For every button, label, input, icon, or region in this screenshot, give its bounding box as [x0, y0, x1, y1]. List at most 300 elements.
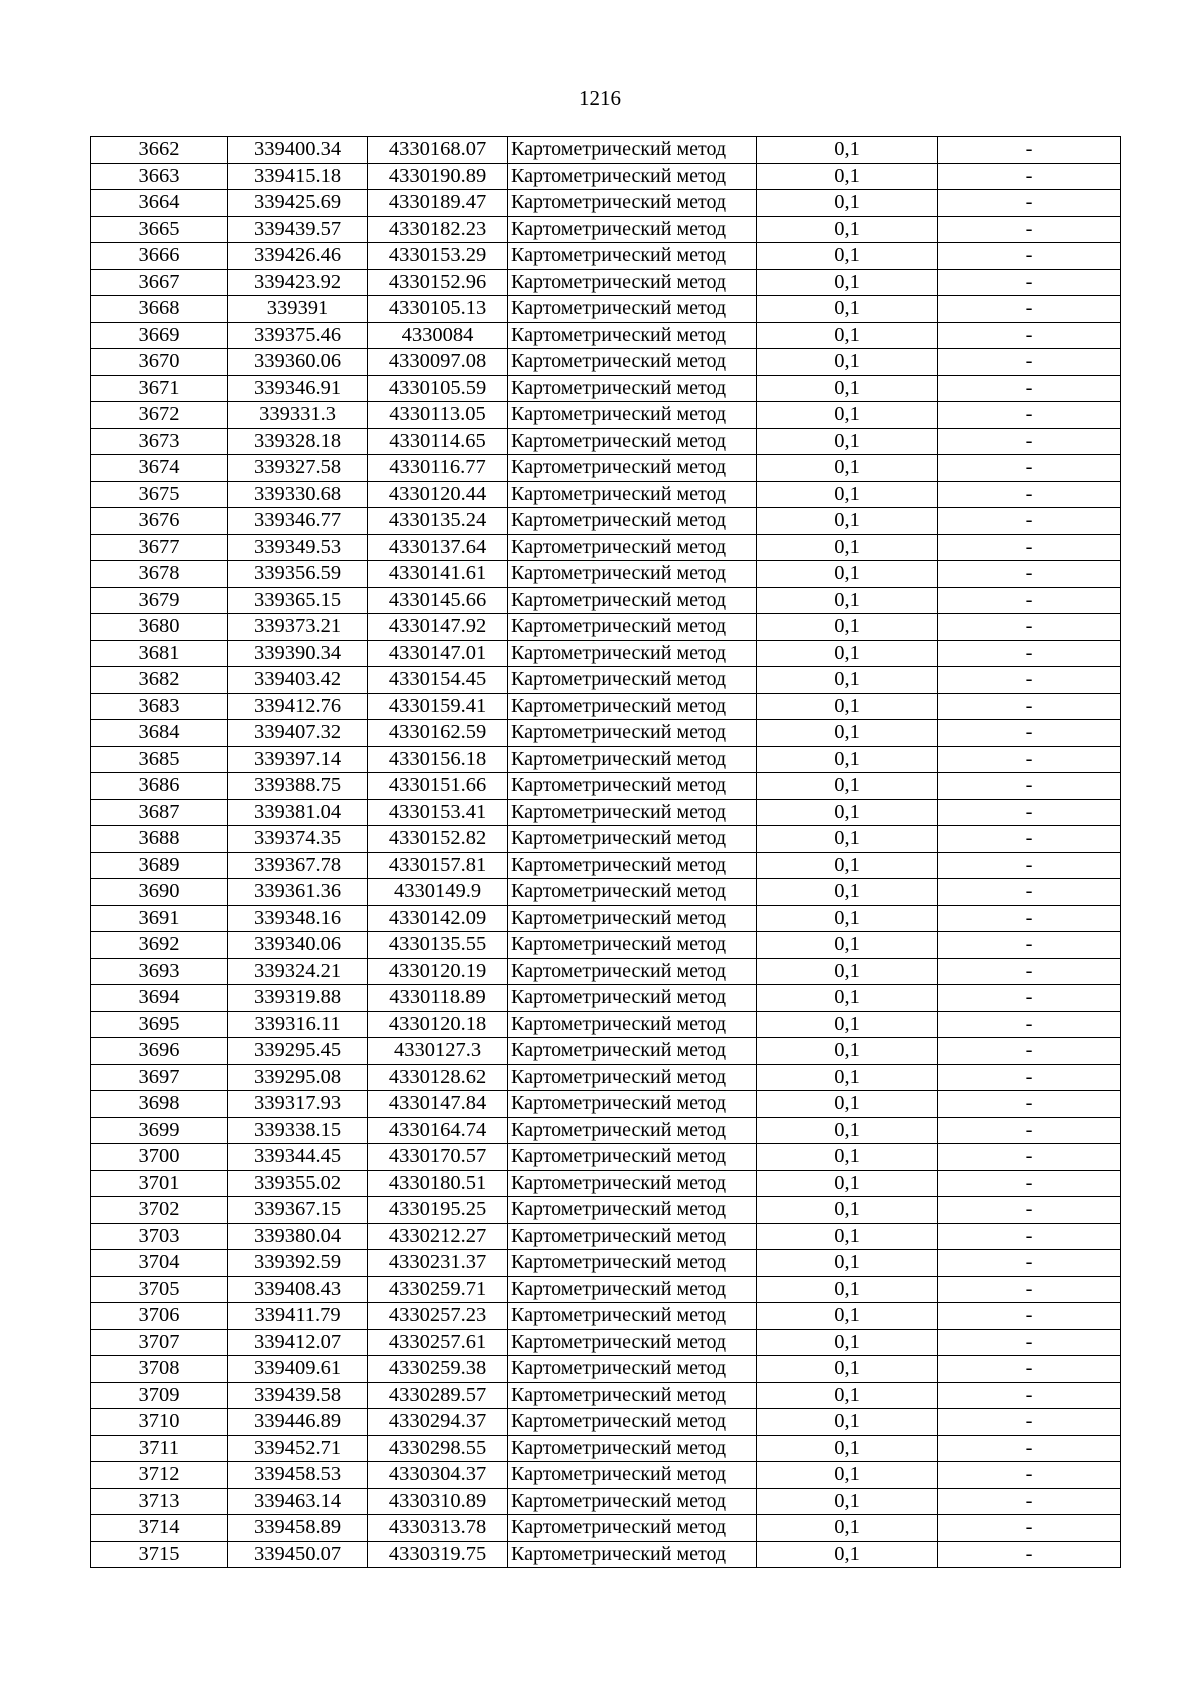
method-cell: Картометрический метод	[508, 693, 757, 720]
method-cell: Картометрический метод	[508, 1276, 757, 1303]
x-coordinate-cell: 339328.18	[228, 428, 368, 455]
x-coordinate-cell: 339319.88	[228, 985, 368, 1012]
y-coordinate-cell: 4330084	[368, 322, 508, 349]
method-cell: Картометрический метод	[508, 746, 757, 773]
method-cell: Картометрический метод	[508, 428, 757, 455]
method-cell: Картометрический метод	[508, 1515, 757, 1542]
y-coordinate-cell: 4330159.41	[368, 693, 508, 720]
extra-cell: -	[938, 1356, 1121, 1383]
point-number-cell: 3689	[91, 852, 228, 879]
extra-cell: -	[938, 1382, 1121, 1409]
table-row	[91, 614, 1121, 641]
accuracy-cell: 0,1	[757, 1462, 938, 1489]
table-row	[91, 905, 1121, 932]
accuracy-cell: 0,1	[757, 905, 938, 932]
x-coordinate-cell: 339425.69	[228, 190, 368, 217]
method-cell: Картометрический метод	[508, 826, 757, 853]
y-coordinate-cell: 4330120.18	[368, 1011, 508, 1038]
extra-cell: -	[938, 1011, 1121, 1038]
table-row	[91, 932, 1121, 959]
point-number-cell: 3713	[91, 1488, 228, 1515]
accuracy-cell: 0,1	[757, 402, 938, 429]
y-coordinate-cell: 4330154.45	[368, 667, 508, 694]
accuracy-cell: 0,1	[757, 746, 938, 773]
method-cell: Картометрический метод	[508, 561, 757, 588]
x-coordinate-cell: 339316.11	[228, 1011, 368, 1038]
accuracy-cell: 0,1	[757, 1170, 938, 1197]
point-number-cell: 3667	[91, 269, 228, 296]
extra-cell: -	[938, 455, 1121, 482]
table-row	[91, 375, 1121, 402]
accuracy-cell: 0,1	[757, 799, 938, 826]
y-coordinate-cell: 4330135.24	[368, 508, 508, 535]
table-row	[91, 534, 1121, 561]
x-coordinate-cell: 339330.68	[228, 481, 368, 508]
x-coordinate-cell: 339344.45	[228, 1144, 368, 1171]
x-coordinate-cell: 339373.21	[228, 614, 368, 641]
table-row	[91, 1064, 1121, 1091]
x-coordinate-cell: 339365.15	[228, 587, 368, 614]
table-row	[91, 481, 1121, 508]
y-coordinate-cell: 4330151.66	[368, 773, 508, 800]
method-cell: Картометрический метод	[508, 640, 757, 667]
method-cell: Картометрический метод	[508, 1038, 757, 1065]
accuracy-cell: 0,1	[757, 1276, 938, 1303]
y-coordinate-cell: 4330180.51	[368, 1170, 508, 1197]
point-number-cell: 3671	[91, 375, 228, 402]
table-row	[91, 1223, 1121, 1250]
table-row	[91, 1462, 1121, 1489]
point-number-cell: 3662	[91, 137, 228, 164]
method-cell: Картометрический метод	[508, 1329, 757, 1356]
y-coordinate-cell: 4330294.37	[368, 1409, 508, 1436]
accuracy-cell: 0,1	[757, 349, 938, 376]
point-number-cell: 3705	[91, 1276, 228, 1303]
method-cell: Картометрический метод	[508, 932, 757, 959]
x-coordinate-cell: 339340.06	[228, 932, 368, 959]
x-coordinate-cell: 339400.34	[228, 137, 368, 164]
y-coordinate-cell: 4330259.71	[368, 1276, 508, 1303]
page-number: 1216	[579, 86, 621, 110]
accuracy-cell: 0,1	[757, 534, 938, 561]
accuracy-cell: 0,1	[757, 296, 938, 323]
point-number-cell: 3681	[91, 640, 228, 667]
x-coordinate-cell: 339324.21	[228, 958, 368, 985]
y-coordinate-cell: 4330170.57	[368, 1144, 508, 1171]
table-row	[91, 1144, 1121, 1171]
point-number-cell: 3670	[91, 349, 228, 376]
y-coordinate-cell: 4330153.41	[368, 799, 508, 826]
x-coordinate-cell: 339408.43	[228, 1276, 368, 1303]
x-coordinate-cell: 339392.59	[228, 1250, 368, 1277]
accuracy-cell: 0,1	[757, 1382, 938, 1409]
point-number-cell: 3704	[91, 1250, 228, 1277]
extra-cell: -	[938, 1435, 1121, 1462]
y-coordinate-cell: 4330298.55	[368, 1435, 508, 1462]
x-coordinate-cell: 339450.07	[228, 1541, 368, 1568]
x-coordinate-cell: 339426.46	[228, 243, 368, 270]
method-cell: Картометрический метод	[508, 1356, 757, 1383]
method-cell: Картометрический метод	[508, 1250, 757, 1277]
extra-cell: -	[938, 879, 1121, 906]
table-row	[91, 1091, 1121, 1118]
accuracy-cell: 0,1	[757, 1435, 938, 1462]
method-cell: Картометрический метод	[508, 508, 757, 535]
extra-cell: -	[938, 1462, 1121, 1489]
accuracy-cell: 0,1	[757, 322, 938, 349]
extra-cell: -	[938, 269, 1121, 296]
x-coordinate-cell: 339407.32	[228, 720, 368, 747]
accuracy-cell: 0,1	[757, 1011, 938, 1038]
table-row	[91, 1541, 1121, 1568]
extra-cell: -	[938, 1541, 1121, 1568]
extra-cell: -	[938, 746, 1121, 773]
table-row	[91, 190, 1121, 217]
extra-cell: -	[938, 1117, 1121, 1144]
y-coordinate-cell: 4330149.9	[368, 879, 508, 906]
x-coordinate-cell: 339338.15	[228, 1117, 368, 1144]
table-row	[91, 720, 1121, 747]
extra-cell: -	[938, 1197, 1121, 1224]
method-cell: Картометрический метод	[508, 1462, 757, 1489]
accuracy-cell: 0,1	[757, 958, 938, 985]
accuracy-cell: 0,1	[757, 985, 938, 1012]
extra-cell: -	[938, 905, 1121, 932]
method-cell: Картометрический метод	[508, 137, 757, 164]
extra-cell: -	[938, 375, 1121, 402]
x-coordinate-cell: 339463.14	[228, 1488, 368, 1515]
extra-cell: -	[938, 163, 1121, 190]
y-coordinate-cell: 4330142.09	[368, 905, 508, 932]
x-coordinate-cell: 339355.02	[228, 1170, 368, 1197]
x-coordinate-cell: 339348.16	[228, 905, 368, 932]
x-coordinate-cell: 339349.53	[228, 534, 368, 561]
table-row	[91, 587, 1121, 614]
method-cell: Картометрический метод	[508, 243, 757, 270]
extra-cell: -	[938, 1064, 1121, 1091]
method-cell: Картометрический метод	[508, 455, 757, 482]
extra-cell: -	[938, 322, 1121, 349]
y-coordinate-cell: 4330114.65	[368, 428, 508, 455]
point-number-cell: 3707	[91, 1329, 228, 1356]
table-row	[91, 163, 1121, 190]
extra-cell: -	[938, 190, 1121, 217]
y-coordinate-cell: 4330147.92	[368, 614, 508, 641]
accuracy-cell: 0,1	[757, 1091, 938, 1118]
accuracy-cell: 0,1	[757, 1515, 938, 1542]
extra-cell: -	[938, 137, 1121, 164]
method-cell: Картометрический метод	[508, 614, 757, 641]
extra-cell: -	[938, 1303, 1121, 1330]
y-coordinate-cell: 4330118.89	[368, 985, 508, 1012]
point-number-cell: 3669	[91, 322, 228, 349]
point-number-cell: 3694	[91, 985, 228, 1012]
table-row	[91, 243, 1121, 270]
point-number-cell: 3673	[91, 428, 228, 455]
x-coordinate-cell: 339360.06	[228, 349, 368, 376]
y-coordinate-cell: 4330189.47	[368, 190, 508, 217]
x-coordinate-cell: 339367.15	[228, 1197, 368, 1224]
y-coordinate-cell: 4330289.57	[368, 1382, 508, 1409]
table-row	[91, 1117, 1121, 1144]
method-cell: Картометрический метод	[508, 773, 757, 800]
table-row	[91, 1515, 1121, 1542]
extra-cell: -	[938, 1488, 1121, 1515]
table-row	[91, 1329, 1121, 1356]
x-coordinate-cell: 339390.34	[228, 640, 368, 667]
accuracy-cell: 0,1	[757, 163, 938, 190]
extra-cell: -	[938, 1329, 1121, 1356]
table-row	[91, 693, 1121, 720]
accuracy-cell: 0,1	[757, 826, 938, 853]
x-coordinate-cell: 339439.57	[228, 216, 368, 243]
extra-cell: -	[938, 349, 1121, 376]
extra-cell: -	[938, 640, 1121, 667]
x-coordinate-cell: 339381.04	[228, 799, 368, 826]
method-cell: Картометрический метод	[508, 190, 757, 217]
extra-cell: -	[938, 1250, 1121, 1277]
accuracy-cell: 0,1	[757, 1329, 938, 1356]
table-row	[91, 958, 1121, 985]
point-number-cell: 3676	[91, 508, 228, 535]
y-coordinate-cell: 4330152.96	[368, 269, 508, 296]
accuracy-cell: 0,1	[757, 1541, 938, 1568]
table-row	[91, 216, 1121, 243]
accuracy-cell: 0,1	[757, 481, 938, 508]
y-coordinate-cell: 4330157.81	[368, 852, 508, 879]
method-cell: Картометрический метод	[508, 587, 757, 614]
accuracy-cell: 0,1	[757, 640, 938, 667]
x-coordinate-cell: 339327.58	[228, 455, 368, 482]
table-row	[91, 137, 1121, 164]
point-number-cell: 3674	[91, 455, 228, 482]
x-coordinate-cell: 339331.3	[228, 402, 368, 429]
point-number-cell: 3692	[91, 932, 228, 959]
x-coordinate-cell: 339356.59	[228, 561, 368, 588]
extra-cell: -	[938, 561, 1121, 588]
y-coordinate-cell: 4330145.66	[368, 587, 508, 614]
extra-cell: -	[938, 773, 1121, 800]
extra-cell: -	[938, 1276, 1121, 1303]
y-coordinate-cell: 4330195.25	[368, 1197, 508, 1224]
accuracy-cell: 0,1	[757, 190, 938, 217]
x-coordinate-cell: 339374.35	[228, 826, 368, 853]
table-row	[91, 428, 1121, 455]
extra-cell: -	[938, 534, 1121, 561]
method-cell: Картометрический метод	[508, 1144, 757, 1171]
y-coordinate-cell: 4330127.3	[368, 1038, 508, 1065]
point-number-cell: 3701	[91, 1170, 228, 1197]
table-row	[91, 746, 1121, 773]
accuracy-cell: 0,1	[757, 1223, 938, 1250]
accuracy-cell: 0,1	[757, 1250, 938, 1277]
method-cell: Картометрический метод	[508, 534, 757, 561]
y-coordinate-cell: 4330135.55	[368, 932, 508, 959]
x-coordinate-cell: 339295.08	[228, 1064, 368, 1091]
y-coordinate-cell: 4330120.44	[368, 481, 508, 508]
x-coordinate-cell: 339412.76	[228, 693, 368, 720]
method-cell: Картометрический метод	[508, 402, 757, 429]
y-coordinate-cell: 4330259.38	[368, 1356, 508, 1383]
extra-cell: -	[938, 587, 1121, 614]
extra-cell: -	[938, 243, 1121, 270]
table-row	[91, 1197, 1121, 1224]
table-row	[91, 1488, 1121, 1515]
table-row	[91, 322, 1121, 349]
accuracy-cell: 0,1	[757, 773, 938, 800]
method-cell: Картометрический метод	[508, 322, 757, 349]
accuracy-cell: 0,1	[757, 1197, 938, 1224]
table-row	[91, 773, 1121, 800]
table-row	[91, 1170, 1121, 1197]
y-coordinate-cell: 4330105.59	[368, 375, 508, 402]
accuracy-cell: 0,1	[757, 375, 938, 402]
point-number-cell: 3696	[91, 1038, 228, 1065]
point-number-cell: 3677	[91, 534, 228, 561]
method-cell: Картометрический метод	[508, 163, 757, 190]
accuracy-cell: 0,1	[757, 137, 938, 164]
table-row	[91, 269, 1121, 296]
point-number-cell: 3666	[91, 243, 228, 270]
accuracy-cell: 0,1	[757, 1409, 938, 1436]
x-coordinate-cell: 339411.79	[228, 1303, 368, 1330]
table-row	[91, 561, 1121, 588]
method-cell: Картометрический метод	[508, 1223, 757, 1250]
accuracy-cell: 0,1	[757, 561, 938, 588]
coordinates-table-body	[91, 137, 1121, 1568]
point-number-cell: 3687	[91, 799, 228, 826]
point-number-cell: 3703	[91, 1223, 228, 1250]
method-cell: Картометрический метод	[508, 720, 757, 747]
method-cell: Картометрический метод	[508, 296, 757, 323]
table-row	[91, 985, 1121, 1012]
accuracy-cell: 0,1	[757, 216, 938, 243]
method-cell: Картометрический метод	[508, 958, 757, 985]
point-number-cell: 3686	[91, 773, 228, 800]
accuracy-cell: 0,1	[757, 1038, 938, 1065]
y-coordinate-cell: 4330164.74	[368, 1117, 508, 1144]
table-row	[91, 1409, 1121, 1436]
point-number-cell: 3688	[91, 826, 228, 853]
extra-cell: -	[938, 1144, 1121, 1171]
point-number-cell: 3690	[91, 879, 228, 906]
point-number-cell: 3684	[91, 720, 228, 747]
y-coordinate-cell: 4330097.08	[368, 349, 508, 376]
accuracy-cell: 0,1	[757, 1356, 938, 1383]
extra-cell: -	[938, 1409, 1121, 1436]
extra-cell: -	[938, 852, 1121, 879]
y-coordinate-cell: 4330156.18	[368, 746, 508, 773]
extra-cell: -	[938, 1170, 1121, 1197]
y-coordinate-cell: 4330190.89	[368, 163, 508, 190]
point-number-cell: 3698	[91, 1091, 228, 1118]
x-coordinate-cell: 339388.75	[228, 773, 368, 800]
point-number-cell: 3685	[91, 746, 228, 773]
extra-cell: -	[938, 667, 1121, 694]
accuracy-cell: 0,1	[757, 269, 938, 296]
method-cell: Картометрический метод	[508, 799, 757, 826]
extra-cell: -	[938, 428, 1121, 455]
extra-cell: -	[938, 826, 1121, 853]
method-cell: Картометрический метод	[508, 1409, 757, 1436]
accuracy-cell: 0,1	[757, 667, 938, 694]
point-number-cell: 3664	[91, 190, 228, 217]
method-cell: Картометрический метод	[508, 667, 757, 694]
accuracy-cell: 0,1	[757, 879, 938, 906]
y-coordinate-cell: 4330231.37	[368, 1250, 508, 1277]
method-cell: Картометрический метод	[508, 1170, 757, 1197]
extra-cell: -	[938, 614, 1121, 641]
y-coordinate-cell: 4330212.27	[368, 1223, 508, 1250]
table-row	[91, 1038, 1121, 1065]
extra-cell: -	[938, 296, 1121, 323]
extra-cell: -	[938, 720, 1121, 747]
x-coordinate-cell: 339415.18	[228, 163, 368, 190]
extra-cell: -	[938, 481, 1121, 508]
accuracy-cell: 0,1	[757, 1117, 938, 1144]
x-coordinate-cell: 339409.61	[228, 1356, 368, 1383]
point-number-cell: 3663	[91, 163, 228, 190]
point-number-cell: 3683	[91, 693, 228, 720]
point-number-cell: 3695	[91, 1011, 228, 1038]
method-cell: Картометрический метод	[508, 1197, 757, 1224]
accuracy-cell: 0,1	[757, 455, 938, 482]
point-number-cell: 3710	[91, 1409, 228, 1436]
method-cell: Картометрический метод	[508, 1435, 757, 1462]
x-coordinate-cell: 339397.14	[228, 746, 368, 773]
point-number-cell: 3665	[91, 216, 228, 243]
table-row	[91, 1276, 1121, 1303]
point-number-cell: 3712	[91, 1462, 228, 1489]
point-number-cell: 3680	[91, 614, 228, 641]
method-cell: Картометрический метод	[508, 1064, 757, 1091]
y-coordinate-cell: 4330120.19	[368, 958, 508, 985]
y-coordinate-cell: 4330105.13	[368, 296, 508, 323]
y-coordinate-cell: 4330313.78	[368, 1515, 508, 1542]
coordinates-table	[90, 136, 1121, 1568]
table-row	[91, 1435, 1121, 1462]
x-coordinate-cell: 339380.04	[228, 1223, 368, 1250]
method-cell: Картометрический метод	[508, 1488, 757, 1515]
point-number-cell: 3697	[91, 1064, 228, 1091]
x-coordinate-cell: 339403.42	[228, 667, 368, 694]
y-coordinate-cell: 4330147.84	[368, 1091, 508, 1118]
table-row	[91, 508, 1121, 535]
table-row	[91, 1382, 1121, 1409]
accuracy-cell: 0,1	[757, 428, 938, 455]
y-coordinate-cell: 4330168.07	[368, 137, 508, 164]
table-row	[91, 1303, 1121, 1330]
method-cell: Картометрический метод	[508, 1382, 757, 1409]
extra-cell: -	[938, 693, 1121, 720]
point-number-cell: 3672	[91, 402, 228, 429]
y-coordinate-cell: 4330257.61	[368, 1329, 508, 1356]
x-coordinate-cell: 339295.45	[228, 1038, 368, 1065]
x-coordinate-cell: 339452.71	[228, 1435, 368, 1462]
method-cell: Картометрический метод	[508, 879, 757, 906]
table-row	[91, 799, 1121, 826]
accuracy-cell: 0,1	[757, 720, 938, 747]
method-cell: Картометрический метод	[508, 905, 757, 932]
x-coordinate-cell: 339412.07	[228, 1329, 368, 1356]
method-cell: Картометрический метод	[508, 269, 757, 296]
method-cell: Картометрический метод	[508, 852, 757, 879]
x-coordinate-cell: 339361.36	[228, 879, 368, 906]
point-number-cell: 3711	[91, 1435, 228, 1462]
accuracy-cell: 0,1	[757, 1064, 938, 1091]
y-coordinate-cell: 4330153.29	[368, 243, 508, 270]
accuracy-cell: 0,1	[757, 932, 938, 959]
